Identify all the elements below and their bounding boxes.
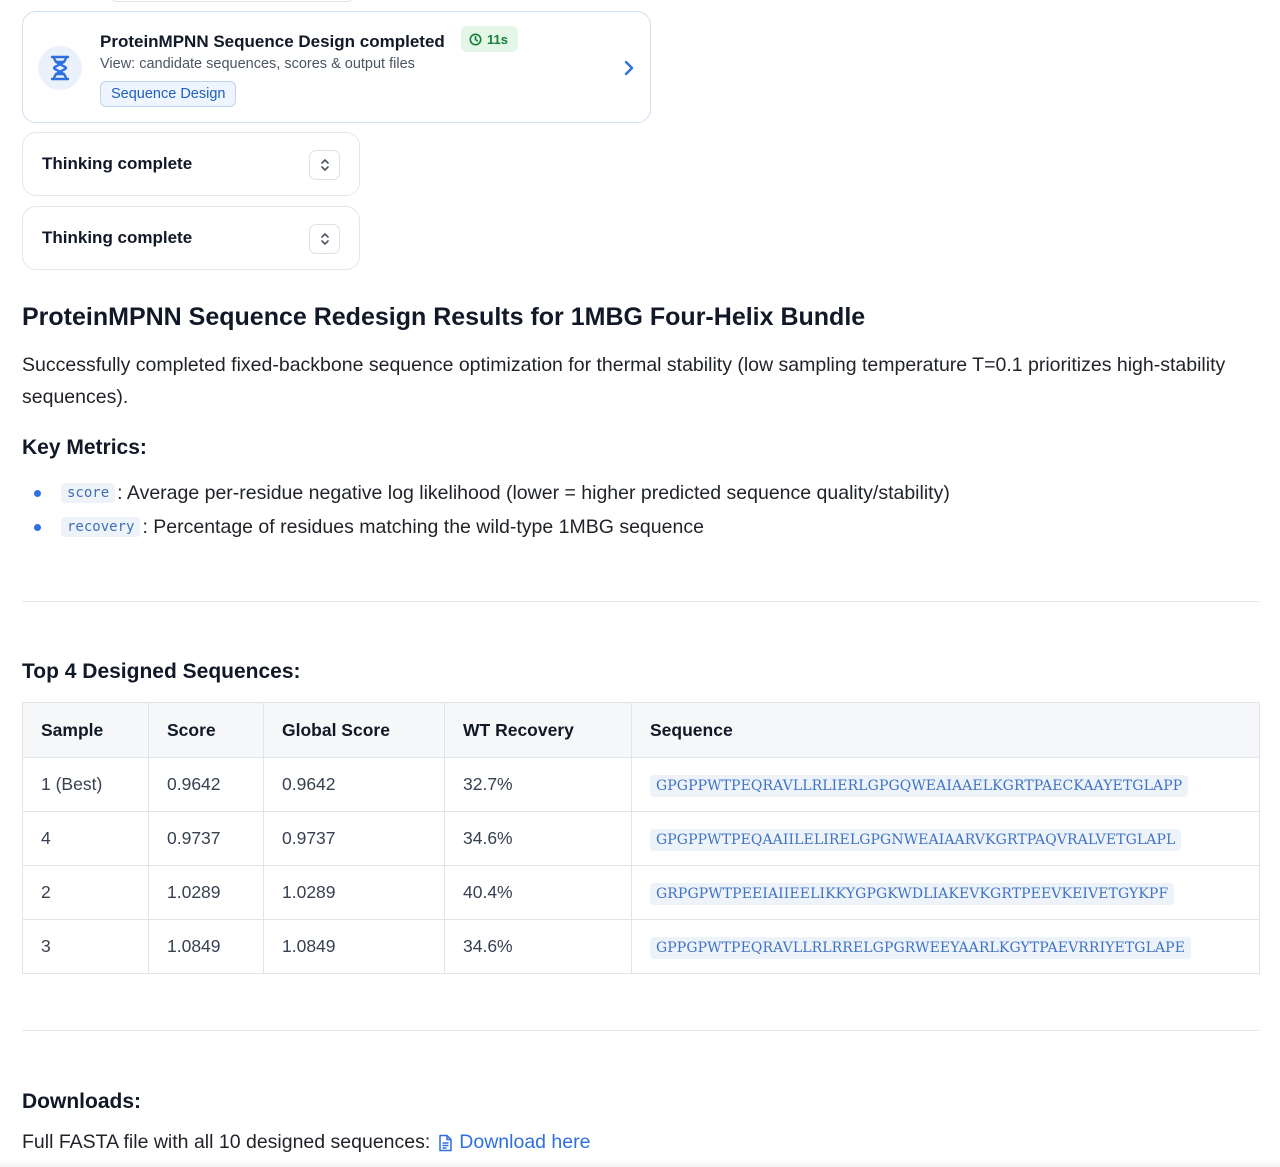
column-header: Sequence xyxy=(632,703,1260,758)
sequence-code: GPPGPWTPEQRAVLLRLRRELGPGRWEEYAARLKGYTPAEVRRIYETGLAPE xyxy=(650,937,1191,959)
divider xyxy=(22,1030,1259,1031)
score-cell: 1.0849 xyxy=(149,920,264,974)
score-cell: 0.9642 xyxy=(149,758,264,812)
global-score-cell: 1.0849 xyxy=(264,920,445,974)
sample-cell: 4 xyxy=(23,812,149,866)
tool-result-card[interactable] xyxy=(22,11,651,123)
table-row xyxy=(23,758,1260,812)
thinking-block[interactable] xyxy=(22,132,360,196)
divider xyxy=(22,601,1259,602)
metric-item xyxy=(22,513,704,541)
global-score-cell: 1.0289 xyxy=(264,866,445,920)
sample-cell: 1 (Best) xyxy=(23,758,149,812)
sequence-cell xyxy=(632,866,1260,920)
clock-icon xyxy=(469,33,482,46)
recovery-cell: 34.6% xyxy=(445,812,632,866)
dna-icon xyxy=(38,46,82,90)
thinking-label: Thinking complete xyxy=(42,154,193,173)
sample-cell: 3 xyxy=(23,920,149,974)
metric-code: recovery xyxy=(61,517,140,537)
report-intro: Successfully completed fixed-backbone sequence optimization for thermal stability (low sampling temperature T=0.1 prioritizes high-stability sequences). xyxy=(22,354,1226,408)
chevron-right-icon[interactable] xyxy=(619,58,639,78)
recovery-cell: 32.7% xyxy=(445,758,632,812)
sequence-cell xyxy=(632,920,1260,974)
table-row xyxy=(23,920,1260,974)
table-row xyxy=(23,866,1260,920)
bullet xyxy=(34,490,41,497)
column-header: Sample xyxy=(23,703,149,758)
thinking-block[interactable] xyxy=(22,206,360,270)
download-link[interactable] xyxy=(438,1131,590,1154)
file-icon xyxy=(438,1134,453,1152)
metric-text: : Average per-residue negative log likelihood (lower = higher predicted sequence quality/stability) xyxy=(117,481,950,504)
results-table xyxy=(22,702,1260,974)
global-score-cell: 0.9737 xyxy=(264,812,445,866)
thinking-label: Thinking complete xyxy=(42,228,193,247)
duration-badge xyxy=(461,26,518,52)
chevron-up-down-icon xyxy=(319,231,331,247)
table-row xyxy=(23,812,1260,866)
downloads-heading: Downloads: xyxy=(22,1090,141,1113)
metrics-heading: Key Metrics: xyxy=(22,436,147,459)
tool-subtitle: View: candidate sequences, scores & output files xyxy=(100,56,415,72)
column-header: Global Score xyxy=(264,703,445,758)
table-heading: Top 4 Designed Sequences: xyxy=(22,660,301,683)
metric-item xyxy=(22,479,950,507)
sequence-code: GPGPPWTPEQAAIILELIRELGPGNWEAIAARVKGRTPAQVRALVETGLAPL xyxy=(650,829,1181,851)
category-tag: Sequence Design xyxy=(100,81,236,107)
metric-text: : Percentage of residues matching the wild-type 1MBG sequence xyxy=(142,515,704,538)
table-header-row xyxy=(23,703,1260,758)
sequence-code: GRPGPWTPEEIAIIEELIKKYGPGKWDLIAKEVKGRTPEEVKEIVETGYKPF xyxy=(650,883,1174,905)
previous-card-edge xyxy=(112,0,352,2)
sequence-cell xyxy=(632,812,1260,866)
bottom-fade xyxy=(0,1160,1280,1167)
score-cell: 1.0289 xyxy=(149,866,264,920)
duration-text: 11s xyxy=(487,31,508,47)
recovery-cell: 40.4% xyxy=(445,866,632,920)
report-title: ProteinMPNN Sequence Redesign Results for 1MBG Four-Helix Bundle xyxy=(22,303,866,331)
downloads-text: Full FASTA file with all 10 designed sequences: xyxy=(22,1131,431,1153)
chevron-up-down-icon xyxy=(319,157,331,173)
global-score-cell: 0.9642 xyxy=(264,758,445,812)
recovery-cell: 34.6% xyxy=(445,920,632,974)
column-header: WT Recovery xyxy=(445,703,632,758)
sequence-code: GPGPPWTPEQRAVLLRLIERLGPGQWEAIAAELKGRTPAECKAAYETGLAPP xyxy=(650,775,1188,797)
sample-cell: 2 xyxy=(23,866,149,920)
tool-title: ProteinMPNN Sequence Design completed xyxy=(100,32,445,51)
downloads-line xyxy=(22,1131,590,1154)
sequence-cell xyxy=(632,758,1260,812)
expand-toggle-button[interactable] xyxy=(309,224,340,254)
metric-code: score xyxy=(61,483,115,503)
download-link-label: Download here xyxy=(459,1131,591,1153)
bullet xyxy=(34,524,41,531)
expand-toggle-button[interactable] xyxy=(309,150,340,180)
score-cell: 0.9737 xyxy=(149,812,264,866)
column-header: Score xyxy=(149,703,264,758)
